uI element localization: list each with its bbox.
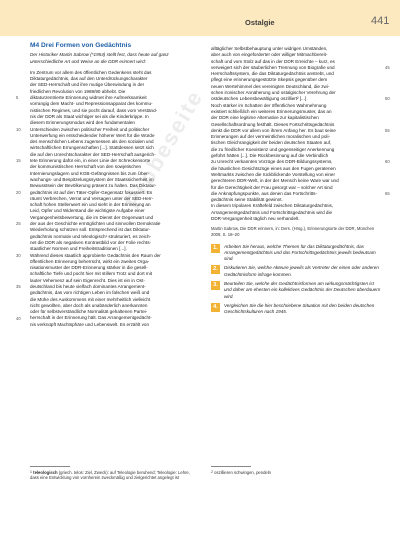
- task-number-badge: 4.: [211, 303, 220, 312]
- text-line: ostdeutschen Lebensbewältigung oszilliert² [...]: [211, 96, 307, 102]
- text-line: gedächtnis seine Stabilität gewinnt.: [211, 197, 283, 203]
- text-line: der kommunistischen Herrschaft von den sowjetischen: [30, 164, 142, 170]
- text-line: wirtschaftlichen Errungenschaften [...]. Stattdessen setzt sich: [30, 145, 154, 151]
- line-number: 40: [16, 315, 21, 321]
- text-line: neuen Wertehimmel des vereinigten Deutschland, die zwi-: [211, 83, 330, 89]
- text-line: Diktaturgedächtnis, das auf den Unterdrückungscharakter: [30, 76, 148, 82]
- footnote-marker: 1: [30, 470, 32, 474]
- task-list: [211, 244, 381, 316]
- material-title: Drei Formen von Gedächtnis: [41, 42, 132, 49]
- text-line: deutschland bis heute vielfach dominantes Arrangement-: [30, 283, 146, 289]
- text-line: der aus der Geschichte ermöglichten und sinnvollen Demokratie: [30, 221, 161, 227]
- text-line: friedlichen Revolution von 1989/90 abhebt. Die: [30, 88, 126, 94]
- task-text: Arbeiten Sie heraus, welche Themen für das Diktaturgedächtnis, das Arrangementgedächtnis und das Fortschrittsgedächtnis jeweils bedeutsam sind.: [224, 243, 376, 262]
- text-line: pflegt eine erinnerungsgestützte Skepsis gegenüber dem: [211, 77, 328, 83]
- footnote-text: (griech. telos: Ziel, Zweck): auf Teleologie beruhend; Teleologie: Lehre, dass eine Entwicklung von vornherein zweckmäßig und zielgerichtet angelegt ist: [30, 470, 190, 481]
- text-line: die zu friedlicher Koexistenz und gegenseitiger Anerkennung: [211, 146, 335, 152]
- text-line: Unterschieden zwischen politischer Freiheit und politischer: [30, 126, 150, 132]
- material-label: M4: [30, 42, 40, 49]
- text-line: gedächtnis, das vom richtigen Leben im falschen weiß und: [30, 290, 150, 296]
- text-line: Wiederholung schützen soll. Entsprechend ist das Diktatur-: [30, 227, 151, 233]
- text-line: tischen Gleichrangigkeit der beiden deutschen Staaten auf,: [211, 140, 332, 146]
- text-line: diktaturzentrierte Erinnerung widmet ihre Aufmerksamkeit: [30, 95, 147, 101]
- text-line: alltäglicher Selbstbehauptung unter widrigen Umständen,: [211, 46, 328, 51]
- text-line: der SED-Herrschaft und ihre mutige Überwindung in der: [30, 82, 145, 88]
- footnote-rule-right: [211, 466, 251, 467]
- text-line: net die DDR als negativen Kontrastbild vor der Folie rechts-: [30, 239, 152, 245]
- line-number: 55: [385, 127, 390, 133]
- footnote-rule-left: [30, 466, 70, 467]
- line-number: 15: [16, 158, 21, 164]
- footnote-text: schwingen, pendeln: [233, 470, 271, 475]
- task-text: Diskutieren Sie, welche Akteure jeweils als Vertreter der einen oder anderen Gedächtnisform infrage kommen.: [224, 265, 379, 277]
- text-line: des menschlichen Lebens zugemessen als den sozialen und: [30, 139, 154, 145]
- text-line: gerechteren DDR-Welt, in der der Mensch keine Ware war und: [211, 178, 339, 184]
- text-line: schaft und vom Stolz auf das in der DDR Erreichte – kurz, es: [211, 58, 335, 64]
- task-number-badge: 3.: [211, 281, 220, 290]
- text-line: nis der DDR als Staat wichtiger sei als die Kinderkrippe. In: [30, 113, 149, 119]
- text-line: oder für selbstverständliche Normalität gehaltenen Partei-: [30, 309, 148, 315]
- text-line: Vergangenheitsbewertung, die im Dienst der Gegenwart und: [30, 214, 154, 220]
- text-line: räumt Verbrechen, Verrat und Versagen unter der SED-Herr-: [30, 195, 154, 201]
- line-number: 35: [16, 284, 21, 290]
- text-line: Herrschaftssystem, die das Diktaturgedächtnis anstrebt, und: [211, 71, 334, 77]
- body-text-continued: [211, 46, 390, 222]
- watermark: Probeseite: [120, 85, 208, 213]
- text-line: nistischen Regimes, und sie pocht darauf, dass vom Verständ-: [30, 107, 158, 113]
- text-line: Weltmarkts zwischen die rückblickende Vorstellung von einer: [211, 171, 336, 177]
- line-number: 25: [16, 221, 21, 227]
- text-line: Gesellschaftsordnung festhält. Dieses Fortschrittsgedächtnis: [211, 121, 335, 127]
- chapter-title: Ostalgie: [245, 18, 275, 27]
- text-line: für die Gerechtigkeit der Frau gesorgt war – solcher Art sind: [211, 184, 333, 190]
- header-band: [0, 0, 400, 36]
- line-number: 5: [16, 95, 19, 101]
- text-line: Internierungslagern und KGB-Gefängnissen bis zum Über-: [30, 170, 150, 176]
- text-line: gedächtnis ist auf den Täter-Opfer-Gegensatz fokussiert. Es: [30, 189, 153, 195]
- line-number: 10: [16, 126, 21, 132]
- body-text: [16, 69, 200, 328]
- line-number: 65: [385, 190, 390, 196]
- right-column: [211, 46, 390, 318]
- text-line: wachungs- und Bespitzelungssystem der Staatssicherheit im: [30, 176, 154, 182]
- text-line: zu Unrecht verkannten Vorzüge des DDR-Bildungssystems,: [211, 159, 333, 165]
- line-number: 30: [16, 252, 21, 258]
- text-line: die auf den Unrechtscharakter der SED-Herrschaft ausgerich-: [30, 151, 156, 157]
- text-line: Erinnerungen auf der vermeintlichen moralischen und poli-: [211, 134, 330, 140]
- line-number: 60: [385, 159, 390, 165]
- text-line: Unterwerfung ein entscheidender höherer Wert für die Würde: [30, 132, 155, 138]
- text-line: verweigert sich der säuberlichen Trennung von Biografie und: [211, 64, 335, 70]
- text-line: schaft hohen Stellenwert ein und sieht in der Erinnerung an: [30, 202, 151, 208]
- footnote-right: [211, 470, 371, 475]
- footnote-term: teleologisch: [33, 470, 58, 475]
- text-line: die häuslichen Gesichtszüge eines aus den Fugen geratenen: [211, 165, 336, 171]
- text-line: der DDR eine legitime Alternative zur kapitalistischen: [211, 115, 319, 121]
- text-line: nisationsmuster der DDR-Erinnerung stärker in die gesell-: [30, 265, 148, 271]
- text-line: die Mühe des Auskommens mit einer mehrheitlich vielleicht: [30, 296, 151, 302]
- text-line: geführt hätten [...]. Die Rückbesinnung auf die Verbindlich: [211, 153, 329, 159]
- text-line: In diesem tripolaren Kräftefeld zwischen Diktaturgedächtnis,: [211, 203, 334, 209]
- text-line: Noch stärker im Schatten der öffentlichen Wahrnehmung: [211, 102, 327, 108]
- text-line: Leid, Opfer und Widerstand die wichtigste Aufgabe einer: [30, 208, 145, 214]
- text-line: tete Erinnerung dafür ein, in einer Linie der Schreckensorte: [30, 158, 151, 164]
- task-number-badge: 2.: [211, 265, 220, 274]
- text-line: schen ironischer Annäherung und ostalgischer Verehrung der: [211, 90, 336, 96]
- text-line: Bewusstsein der Bevölkerung präsent zu halten. Das Diktatur-: [30, 183, 157, 189]
- text-line: aber auch von eingeforderter oder williger Mitmachbereit-: [211, 52, 328, 58]
- task-number-badge: 1.: [211, 244, 220, 253]
- task-item: [211, 303, 381, 316]
- text-line: diesem Erinnerungsmodus wird den fundamentalen: [30, 120, 135, 126]
- line-number: 50: [385, 96, 390, 102]
- footnote-left: [30, 470, 190, 481]
- text-line: existiert schließlich ein weiteres Erinnerungsmuster, das an: [211, 108, 332, 114]
- task-item: [211, 265, 381, 278]
- text-line: gedächtnis normativ und teleologisch¹ strukturiert, es zeich-: [30, 233, 152, 239]
- text-line: Arrangementgedächtnis und Fortschrittsgedächtnis wird die: [211, 209, 333, 215]
- task-item: [211, 244, 381, 263]
- intro-text: Der Historiker Martin Sabrow (*1954) stellt fest, dass heute auf ganz unterschiedliche Art und Weise an die DDR erinnert wird:: [30, 52, 169, 64]
- task-text: Beurteilen Sie, welche der Gedächtnisformen am wirkungsmächtigsten ist und daher am ehesten ein kollektives Gedächtnis der Deutschen überdauern wird.: [224, 280, 381, 299]
- text-line: DDR-Vergangenheit täglich neu verhandelt.: [211, 216, 300, 222]
- left-column: [16, 42, 200, 328]
- text-line: denkt die DDR vor allem von ihrem Anfang her. Es baut seine: [211, 127, 336, 133]
- text-line: nis verknüpft Machtsphäre und Lebenswelt. Es erzählt von: [30, 321, 149, 327]
- footnote-marker: 2: [211, 470, 213, 474]
- text-line: lauter Vehemenz auf sein Eigenrecht. Dies ist ein in Ost-: [30, 277, 145, 283]
- text-line: die Anknüpfungspunkte, aus denen das Fortschritts-: [211, 190, 317, 196]
- text-line: öffentlichen Erinnerung beherrscht, wirkt ein zweites Orga-: [30, 258, 150, 264]
- text-line: staatlicher Normen und Freiheitstraditionen [...].: [30, 246, 127, 252]
- text-line: nicht gewollten, aber doch als unabänderlich anerkannten: [30, 302, 148, 308]
- source-citation: Martin Sabrow, Die DDR erinnern, in: Ders. (Hrsg.), Erinnerungsorte der DDR, München 2009, S. 18–20: [211, 226, 375, 237]
- text-line: herrschaft in der Erinnerung hält. Das Arrangementgedächt-: [30, 315, 152, 321]
- line-number: 45: [385, 64, 390, 70]
- text-line: schaftliche Tiefe und pocht hier mit stillem Trotz und dort mit: [30, 271, 153, 277]
- task-item: [211, 281, 381, 300]
- footnote-term: oszillieren: [214, 470, 233, 475]
- text-line: Während dieses staatlich approbierte Gedächtnis den Raum der: [30, 252, 161, 258]
- page-number: 441: [371, 15, 390, 27]
- line-number: 20: [16, 189, 21, 195]
- text-line: Im Zentrum vor allem des öffentlichen Gedenkens steht das: [30, 69, 152, 75]
- section-heading: [30, 43, 200, 49]
- text-line: vorrangig dem Macht- und Repressionsapparat des kommu-: [30, 101, 153, 107]
- task-text: Vergleichen Sie die hier beschriebene Situation mit den beiden deutschen Geschichtskulturen nach 1945.: [224, 302, 375, 315]
